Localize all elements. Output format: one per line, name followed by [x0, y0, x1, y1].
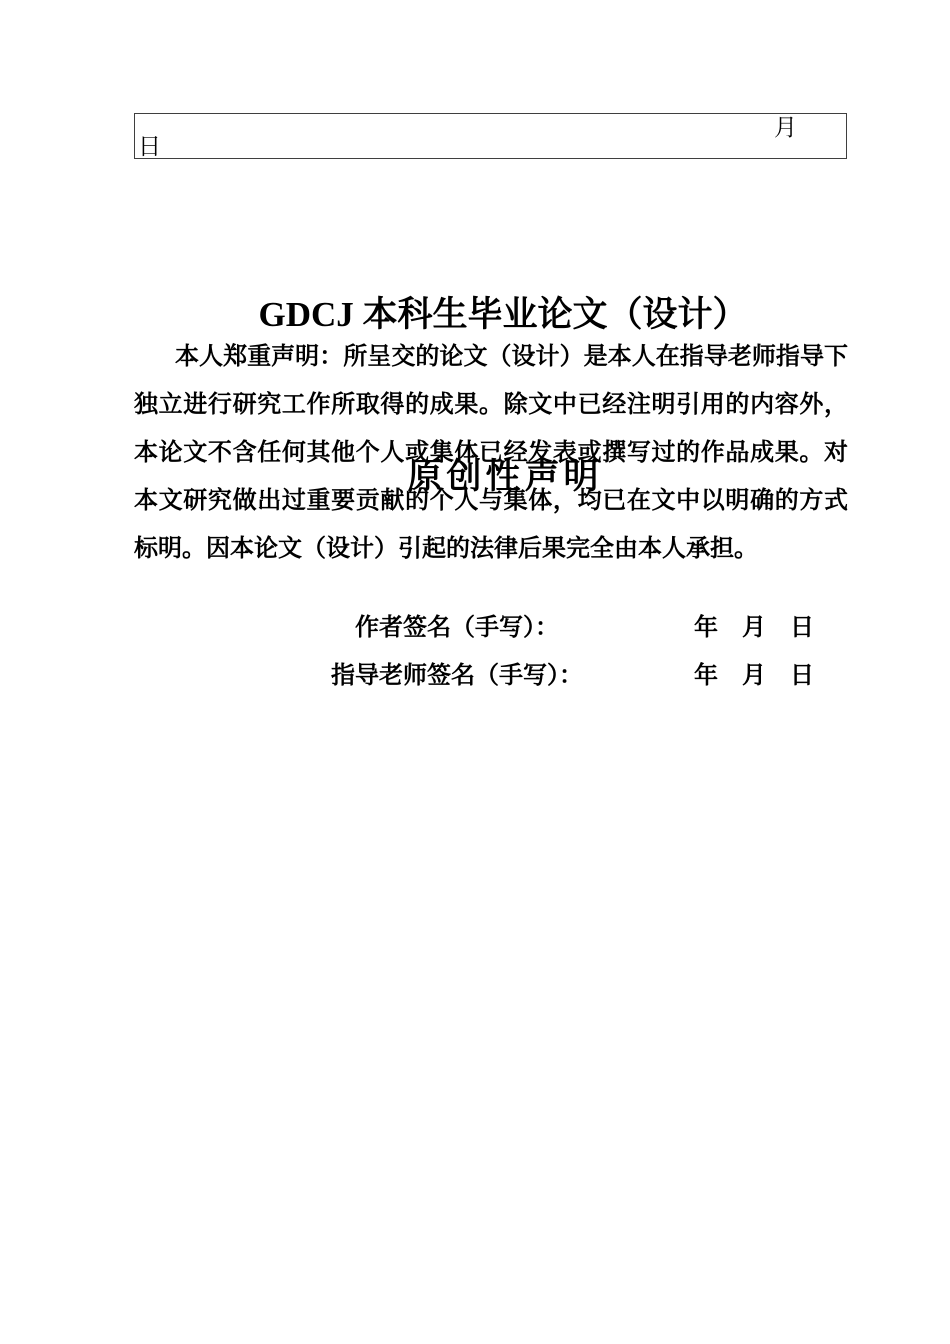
declaration-line: 本人郑重声明：所呈交的论文（设计）是本人在指导老师指导下	[175, 344, 848, 370]
declaration-line: 独立进行研究工作所取得的成果。除文中已经注明引用的内容外，	[134, 392, 848, 418]
declaration-paragraph	[134, 333, 848, 573]
date-continuation-box	[134, 113, 847, 159]
supervisor-signature-label: 指导老师签名（手写）：	[331, 663, 583, 689]
month-label: 月	[774, 115, 797, 140]
title-line-2: 原创性声明	[407, 457, 603, 496]
declaration-line: 本论文不含任何其他个人或集体已经发表或撰写过的作品成果。对	[134, 440, 848, 466]
author-signature-label: 作者签名（手写）：	[355, 615, 559, 641]
declaration-line: 标明。因本论文（设计）引起的法律后果完全由本人承担。	[134, 536, 758, 562]
declaration-line: 本文研究做出过重要贡献的个人与集体，均已在文中以明确的方式	[134, 488, 848, 514]
author-signature-date: 年 月 日	[694, 615, 814, 641]
title-line-1: GDCJ 本科生毕业论文（设计）	[258, 295, 748, 334]
day-label: 日	[138, 134, 161, 159]
supervisor-signature-date: 年 月 日	[694, 663, 814, 689]
